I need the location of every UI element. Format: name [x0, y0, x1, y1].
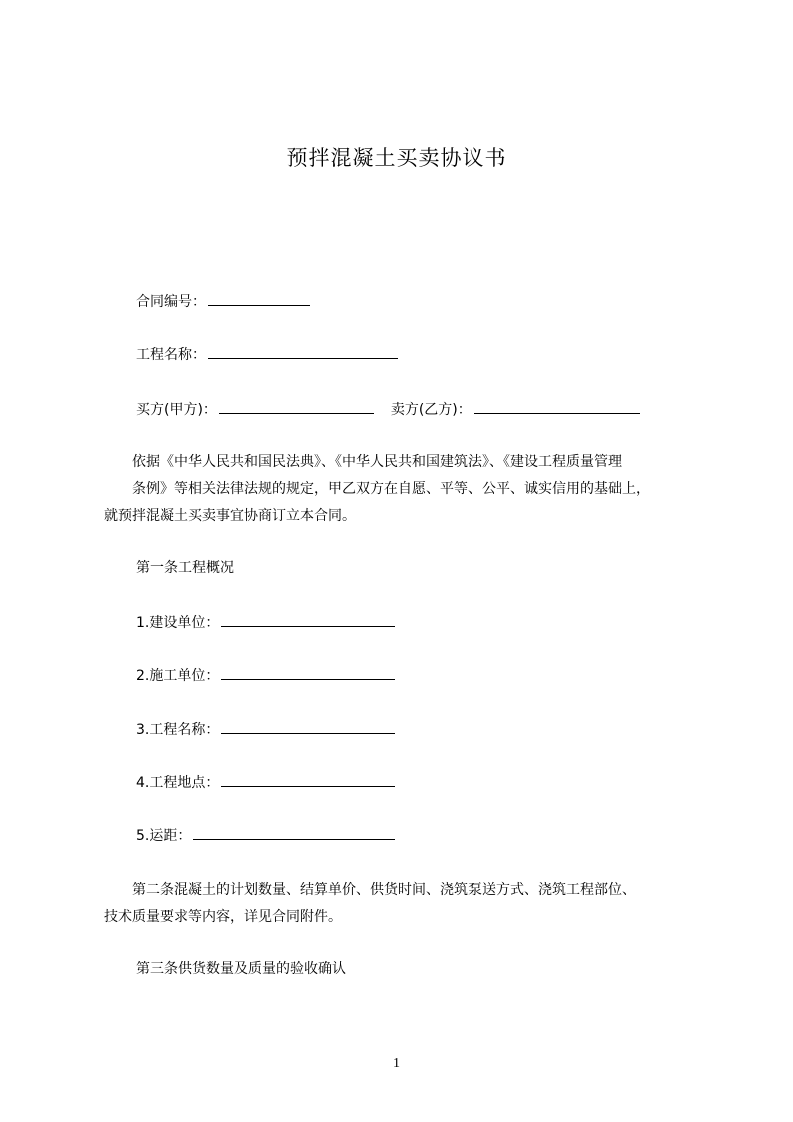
- parties-line: [136, 399, 640, 420]
- buyer-field[interactable]: [219, 399, 374, 414]
- project-site-field[interactable]: [221, 772, 395, 787]
- item-project-name-line: [136, 719, 395, 740]
- project-name-label: 工程名称：: [136, 347, 206, 363]
- construction-unit-line: [136, 612, 395, 633]
- project-name-line: [136, 344, 398, 365]
- buyer-label: 买方(甲方)：: [136, 402, 217, 418]
- haul-distance-label: 5.运距：: [136, 828, 192, 844]
- project-site-label: 4.工程地点：: [136, 775, 220, 791]
- contract-no-line: [136, 291, 310, 312]
- construction-unit-label: 1.建设单位：: [136, 615, 220, 631]
- builder-unit-field[interactable]: [221, 665, 395, 680]
- preamble-line-2: 条例》等相关法律法规的规定，甲乙双方在自愿、平等、公平、诚实信用的基础上，: [118, 481, 650, 497]
- preamble-line-1: 依据《中华人民共和国民法典》、《中华人民共和国建筑法》、《建设工程质量管理: [118, 454, 622, 470]
- item-project-name-label: 3.工程名称：: [136, 722, 220, 738]
- article3-heading: 第三条供货数量及质量的验收确认: [136, 961, 346, 977]
- document-title: 预拌混凝土买卖协议书: [286, 146, 507, 170]
- preamble-paragraph: [104, 449, 718, 530]
- article2-paragraph: [104, 877, 718, 931]
- article2-line-2: 技术质量要求等内容，详见合同附件。: [104, 909, 342, 925]
- contract-no-field[interactable]: [208, 291, 310, 306]
- seller-field[interactable]: [474, 399, 640, 414]
- construction-unit-field[interactable]: [221, 612, 395, 627]
- haul-distance-line: [136, 825, 395, 846]
- seller-label: 卖方(乙方)：: [390, 402, 472, 418]
- article1-heading: 第一条工程概况: [136, 560, 234, 576]
- item-project-name-field[interactable]: [221, 719, 395, 734]
- page-number: 1: [393, 1056, 400, 1071]
- project-name-field[interactable]: [208, 344, 398, 359]
- contract-no-label: 合同编号：: [136, 294, 206, 310]
- preamble-line-3: 就预拌混凝土买卖事宜协商订立本合同。: [104, 508, 356, 524]
- haul-distance-field[interactable]: [193, 825, 395, 840]
- builder-unit-line: [136, 665, 395, 686]
- project-site-line: [136, 772, 395, 793]
- article2-line-1: 第二条混凝土的计划数量、结算单价、供货时间、浇筑泵送方式、浇筑工程部位、: [118, 882, 636, 898]
- builder-unit-label: 2.施工单位：: [136, 668, 220, 684]
